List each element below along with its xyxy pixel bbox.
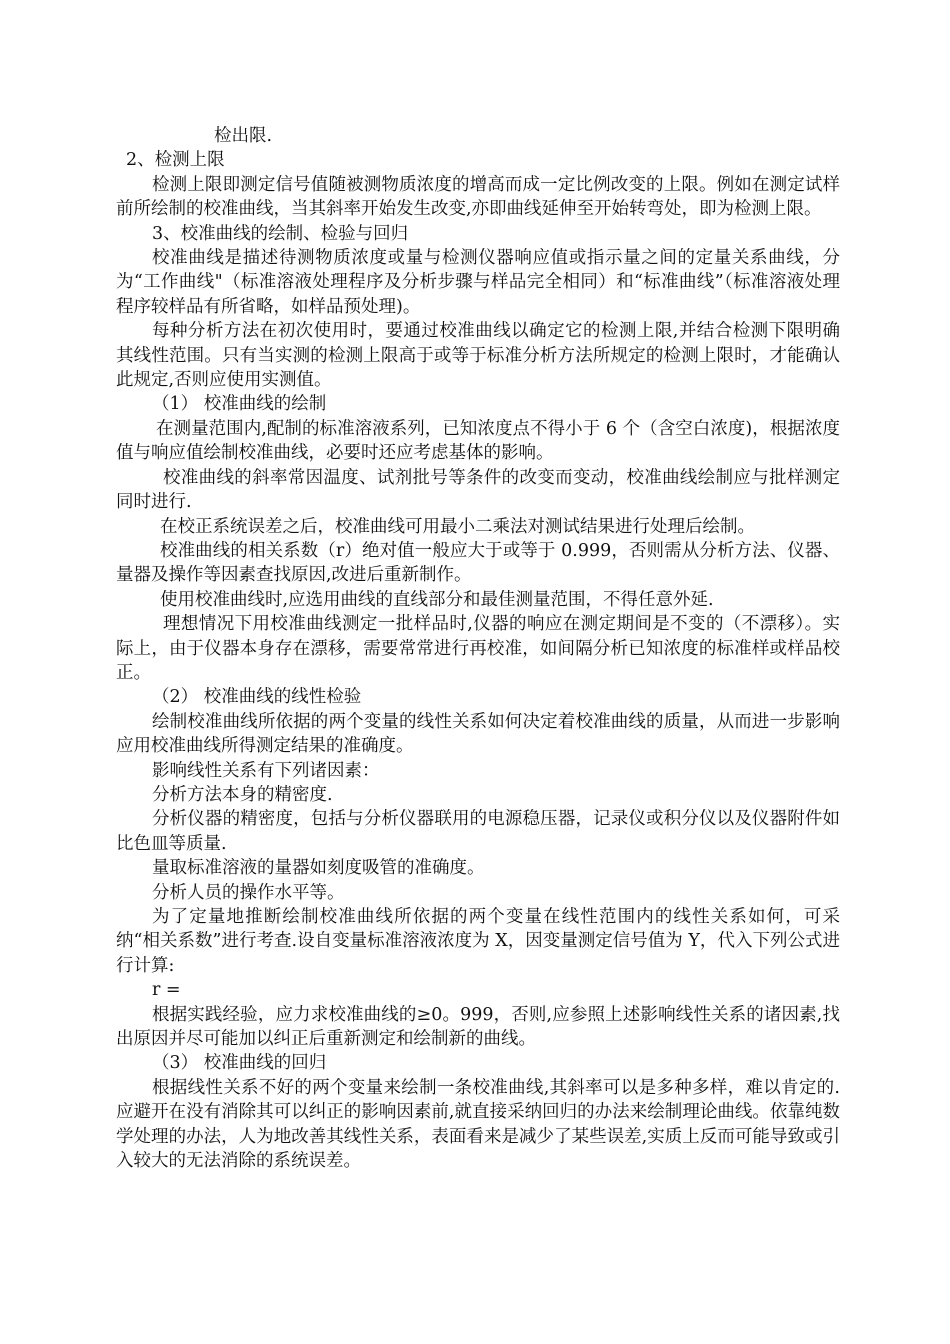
- paragraph-factor-pipette: 量取标准溶液的量器如刻度吸管的准确度。: [152, 858, 485, 879]
- paragraph-factor-precision: 分析方法本身的精密度.: [152, 784, 333, 805]
- paragraph-detection-limit-tail: 检出限.: [214, 126, 273, 146]
- paragraph-upper-limit-definition: 检测上限即测定信号值随被测物质浓度的增高而成一定比例改变的上限。例如在测定试样前所绘制的校准曲线，当其斜率开始发生改变,亦即曲线延伸至开始转弯处，即为检测上限。: [116, 174, 840, 220]
- document-body: [116, 124, 840, 1173]
- paragraph-no-extrapolation: 使用校准曲线时,应选用曲线的直线部分和最佳测量范围，不得任意外延.: [160, 589, 714, 610]
- paragraph-calibration-definition: 校准曲线是描述待测物质浓度或量与检测仪器响应值或指示量之间的定量关系曲线，分为“工作曲线"（标准溶液处理程序及分析步骤与样品完全相同）和“标准曲线”（标准溶液处理程序较样品有所省略，如样品预处理)。: [116, 248, 840, 317]
- paragraph-factor-instrument: 分析仪器的精密度，包括与分析仪器联用的电源稳压器，记录仪或积分仪以及仪器附件如比色皿等质量.: [116, 809, 840, 854]
- paragraph-standard-series: 在测量范围内,配制的标准溶液系列，已知浓度点不得小于 6 个（含空白浓度)，根据浓度值与响应值绘制校准曲线，必要时还应考虑基体的影响。: [116, 418, 840, 464]
- paragraph-least-squares: 在校正系统误差之后，校准曲线可用最小二乘法对测试结果进行处理后绘制。: [160, 516, 755, 537]
- paragraph-slope-variation: 校准曲线的斜率常因温度、试剂批号等条件的改变而变动，校准曲线绘制应与批样测定同时进行.: [116, 467, 840, 513]
- subheading-regression: （3） 校准曲线的回归: [152, 1053, 327, 1074]
- paragraph-drift: 理想情况下用校准曲线测定一批样品时,仪器的响应在测定期间是不变的（不漂移）。实际上，由于仪器本身存在漂移，需要常常进行再校准，如间隔分析已知浓度的标准样或样品校正。: [116, 614, 840, 683]
- paragraph-practice-experience: 根据实践经验，应力求校准曲线的≥0。999，否则,应参照上述影响线性关系的诸因素,找出原因并尽可能加以纠正后重新测定和绘制新的曲线。: [116, 1004, 840, 1050]
- paragraph-method-first-use: 每种分析方法在初次使用时，要通过校准曲线以确定它的检测上限,并结合检测下限明确其线性范围。只有当实测的检测上限高于或等于标准分析方法所规定的检测上限时，才能确认此规定,否则应使用实测值。: [116, 321, 840, 391]
- paragraph-factor-operator: 分析人员的操作水平等。: [152, 882, 345, 903]
- subheading-curve-drawing: （1） 校准曲线的绘制: [152, 394, 327, 415]
- heading-upper-detection-limit: 2、检测上限: [126, 150, 225, 171]
- paragraph-linearity-quality: 绘制校准曲线所依据的两个变量的线性关系如何决定着校准曲线的质量，从而进一步影响应用校准曲线所得测定结果的准确度。: [116, 711, 840, 757]
- heading-calibration-curve: 3、校准曲线的绘制、检验与回归: [152, 223, 409, 244]
- paragraph-regression-caution: 根据线性关系不好的两个变量来绘制一条校准曲线,其斜率可以是多种多样，难以肯定的.应避开在没有消除其可以纠正的影响因素前,就直接采纳回归的办法来绘制理论曲线。依靠纯数学处理的办法，人为地改善其线性关系，表面看来是减少了某些误差,实质上反而可能导致或引入较大的无法消除的系统误差。: [116, 1077, 840, 1172]
- subheading-linearity-check: （2） 校准曲线的线性检验: [152, 687, 362, 708]
- formula-r: r =: [152, 980, 181, 1001]
- paragraph-factors-intro: 影响线性关系有下列诸因素：: [152, 760, 380, 781]
- paragraph-correlation-coefficient: 校准曲线的相关系数（r）绝对值一般应大于或等于 0.999，否则需从分析方法、仪器、量器及操作等因素查找原因,改进后重新制作。: [116, 540, 840, 586]
- paragraph-correlation-method: 为了定量地推断绘制校准曲线所依据的两个变量在线性范围内的线性关系如何，可采纳“相关系数”进行考查.设自变量标准溶液浓度为 X，因变量测定信号值为 Y，代入下列公式进行计算:: [116, 907, 840, 976]
